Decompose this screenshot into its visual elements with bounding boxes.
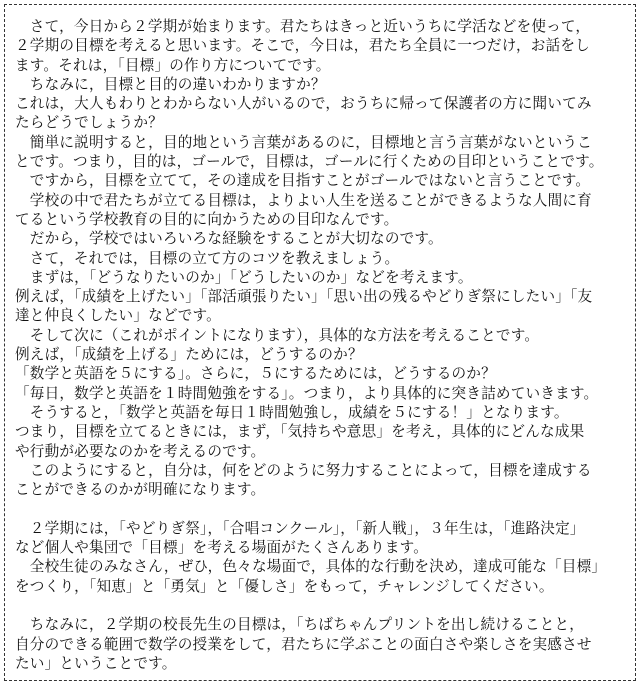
text-line: さて，それでは，目標の立て方のコツを教えましょう。 <box>15 249 400 267</box>
text-line: ２学期には，「やどりぎ祭」，「合唱コンクール」，「新人戦」，３年生は，「進路決定」 <box>15 519 585 537</box>
text-line: など個人や集団で「目標」を考える場面がたくさんあります。 <box>15 539 429 557</box>
text-line: たらどうでしょうか？ <box>15 114 163 132</box>
text-line: たい」ということです。 <box>15 654 177 672</box>
text-line: まずは，「どうなりたいのか」「どうしたいのか」などを考えます。 <box>15 268 473 286</box>
text-line: さて，今日から２学期が始まります。君たちはきっと近いうちに学活などを使って， <box>15 18 591 35</box>
text-line: このようにすると，自分は，何をどのように努力することによって，目標を達成する <box>15 461 592 479</box>
paragraph-spacer <box>15 499 633 518</box>
dashed-text-frame <box>4 4 636 681</box>
speech-text <box>15 17 633 673</box>
text-line: てるという学校教育の目的に向かうための目印なんです。 <box>15 210 399 228</box>
text-line: 達と仲良くしたい」などです。 <box>15 307 221 325</box>
text-line: ます。それは，「目標」の作り方についてです。 <box>15 56 331 74</box>
text-line: 全校生徒のみなさん，ぜひ，色々な場面で，具体的な行動を決め，達成可能な「目標」 <box>15 558 607 576</box>
text-line: ことができるのかが明確になります。 <box>15 481 266 499</box>
text-line: ですから，目標を立てて，その達成を目指すことがゴールではないと言うことです。 <box>15 172 591 190</box>
text-line: 自分のできる範囲で数学の授業をして，君たちに学ぶことの面白さや楽しさを実感させ <box>15 635 592 653</box>
text-line: ちなみに，２学期の校長先生の目標は，「ちばちゃんプリントを出し続けることと， <box>15 616 585 634</box>
text-line: 簡単に説明すると，目的地という言葉があるのに，目標地と言う言葉がないというこ <box>15 133 592 151</box>
text-line: そうすると，「数学と英語を毎日１時間勉強し，成績を５にする！」となります。 <box>15 403 569 421</box>
text-line: 「数学と英語を５にする」。さらに，５にするためには，どうするのか？ <box>15 365 496 383</box>
text-line: 例えば，「成績を上げる」ためには，どうするのか？ <box>15 346 363 364</box>
text-line: ちなみに，目標と目的の違いわかりますか？ <box>15 75 326 93</box>
text-line: とです。つまり，目的は，ゴールで，目標は，ゴールに行くための目印ということです。 <box>15 153 604 171</box>
text-line: これは，大人もわりとわからない人がいるので，おうちに帰って保護者の方に聞いてみ <box>15 95 592 113</box>
text-line: そして次に（これがポイントになります），具体的な方法を考えることです。 <box>15 326 540 344</box>
text-line: や行動が必要なのかを考えるのです。 <box>15 442 266 460</box>
text-line: 「毎日，数学と英語を１時間勉強をする」。つまり，より具体的に突き詰めていきます。 <box>15 384 599 402</box>
text-line: だから，学校ではいろいろな経験をすることが大切なのです。 <box>15 230 443 248</box>
paragraph-spacer <box>15 596 633 615</box>
text-line: をつくり，「知恵」と「勇気」と「優しさ」をもって，チャレンジしてください。 <box>15 577 554 595</box>
text-line: 学校の中で君たちが立てる目標は，よりよい人生を送ることができるような人間に育 <box>15 191 592 209</box>
text-line: ２学期の目標を考えると思います。そこで，今日は，君たち全員に一つだけ，お話をし <box>15 37 590 55</box>
text-line: 例えば，「成績を上げたい」「部活頑張りたい」「思い出の残るやどりぎ祭にしたい」「友 <box>15 288 593 306</box>
text-line: つまり，目標を立てるときには，まず，「気持ちや意思」を考え，具体的にどんな成果 <box>15 423 585 441</box>
